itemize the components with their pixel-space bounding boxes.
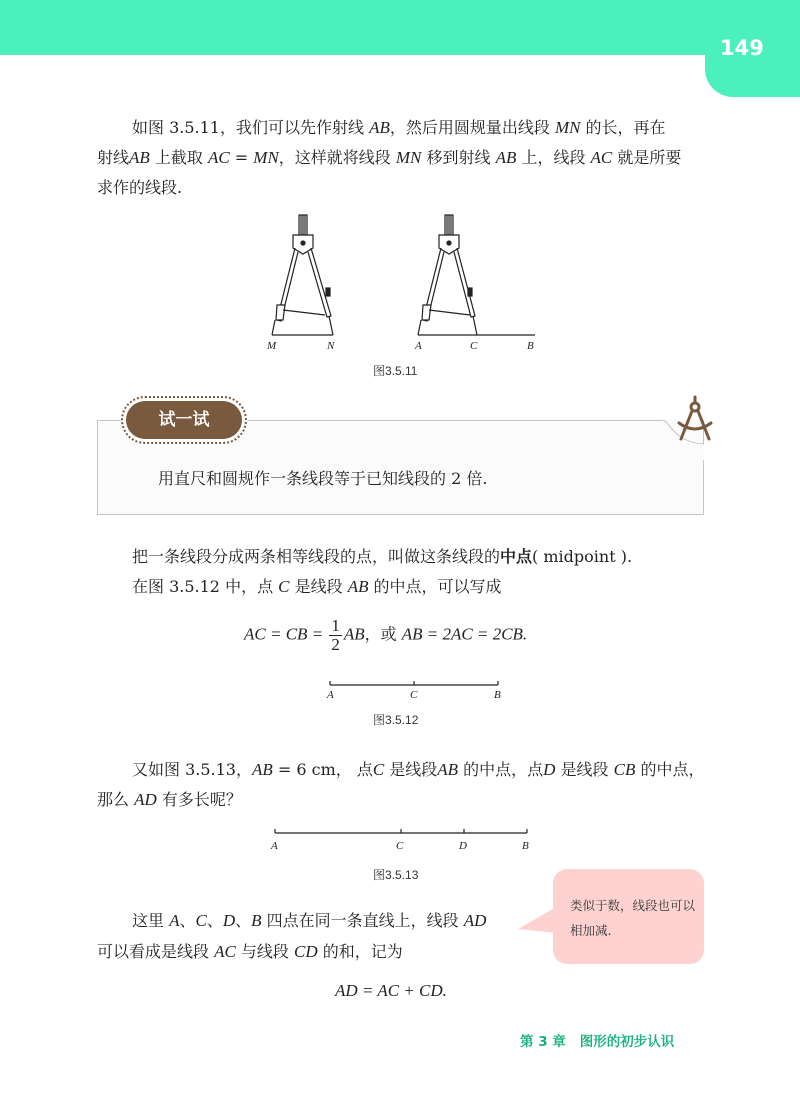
var: C bbox=[278, 577, 290, 596]
formula-part: AB = 2AC = 2CB. bbox=[401, 624, 528, 644]
var: MN bbox=[554, 118, 581, 137]
note-bubble-tail bbox=[516, 905, 558, 935]
text: 移到射线 bbox=[421, 148, 496, 167]
label-c: C bbox=[410, 689, 418, 701]
para4-line2 bbox=[97, 937, 403, 966]
var: B bbox=[251, 911, 262, 930]
var: AB bbox=[129, 148, 150, 167]
text: 、 bbox=[235, 911, 252, 930]
header-band bbox=[0, 0, 800, 55]
para2-line1 bbox=[132, 542, 632, 571]
text: 上截取 bbox=[149, 148, 208, 167]
text: 的中点， bbox=[635, 760, 705, 779]
label-d: D bbox=[459, 840, 467, 852]
text: 是线段 bbox=[384, 760, 438, 779]
para1-line3: 求作的线段. bbox=[97, 178, 183, 197]
var: D bbox=[543, 760, 556, 779]
var: C bbox=[195, 911, 207, 930]
try-it-border bbox=[247, 420, 662, 421]
var: AC bbox=[207, 148, 230, 167]
text: 上，线段 bbox=[516, 148, 591, 167]
para1-line2 bbox=[97, 143, 681, 172]
para2-line2 bbox=[132, 572, 502, 601]
text: ，然后用圆规量出线段 bbox=[389, 118, 555, 137]
text: 这里 bbox=[132, 911, 170, 930]
text: 、 bbox=[179, 911, 196, 930]
text: 是线段 bbox=[555, 760, 614, 779]
text: 如图 3.5.11，我们可以先作射线 bbox=[132, 118, 370, 137]
term-midpoint: 中点 bbox=[500, 547, 533, 566]
label-a: A bbox=[327, 689, 334, 701]
text: 是线段 bbox=[289, 577, 348, 596]
para4-line1 bbox=[132, 906, 486, 935]
try-it-title: 试一试 bbox=[126, 401, 242, 439]
var: C bbox=[372, 760, 385, 779]
text: 在图 3.5.12 中，点 bbox=[132, 577, 279, 596]
text: 与线段 bbox=[235, 942, 295, 961]
var: D bbox=[222, 911, 236, 930]
var: CD bbox=[294, 942, 318, 961]
label-n: N bbox=[327, 340, 335, 352]
compass-left-icon bbox=[272, 215, 333, 335]
text: 的中点，可以写成 bbox=[368, 577, 502, 596]
denominator: 2 bbox=[331, 635, 340, 654]
text: ，这样就将线段 bbox=[278, 148, 396, 167]
figure-caption: 图3.5.12 bbox=[373, 713, 419, 727]
compass-right-icon bbox=[418, 215, 477, 335]
figure-3-5-11 bbox=[255, 210, 555, 355]
var: AB bbox=[495, 148, 517, 167]
var: CB bbox=[613, 760, 636, 779]
text: 四点在同一条直线上，线段 bbox=[261, 911, 464, 930]
var: MN bbox=[253, 148, 279, 167]
label-b: B bbox=[494, 689, 501, 701]
var: AB bbox=[251, 760, 273, 779]
chapter-footer bbox=[520, 1030, 674, 1050]
text: 又如图 3.5.13， bbox=[132, 760, 252, 779]
para3-line1 bbox=[132, 755, 704, 784]
compass-icon bbox=[675, 393, 715, 445]
numerator: 1 bbox=[331, 616, 340, 635]
page-number: 149 bbox=[720, 36, 764, 60]
label-c: C bbox=[470, 340, 478, 352]
text: 那么 bbox=[97, 790, 135, 809]
para3-line2 bbox=[97, 785, 242, 814]
figure-caption: 图3.5.11 bbox=[373, 364, 418, 378]
label-c: C bbox=[396, 840, 404, 852]
text: 射线 bbox=[97, 148, 130, 167]
label-b: B bbox=[522, 840, 529, 852]
text: 的和，记为 bbox=[317, 942, 403, 961]
var: AC bbox=[214, 942, 236, 961]
var: AB bbox=[369, 118, 390, 137]
figure-caption: 图3.5.13 bbox=[373, 868, 419, 882]
formula-part: AB bbox=[343, 624, 365, 644]
formula-part: AC = CB = bbox=[244, 624, 328, 644]
text: ( midpoint ). bbox=[532, 547, 633, 566]
label-m: M bbox=[267, 340, 277, 352]
formula-sep: ，或 bbox=[364, 624, 402, 644]
text: 把一条线段分成两条相等线段的点，叫做这条线段的 bbox=[132, 547, 501, 566]
para1-line1 bbox=[132, 113, 666, 142]
text: = 6 cm， 点 bbox=[272, 760, 373, 779]
formula-midpoint bbox=[244, 617, 527, 654]
var: AB bbox=[347, 577, 369, 596]
text: 有多长呢？ bbox=[156, 790, 242, 809]
fraction bbox=[329, 617, 342, 654]
var: A bbox=[169, 911, 180, 930]
label-a: A bbox=[271, 840, 278, 852]
var: AD bbox=[134, 790, 157, 809]
formula-sum: AD = AC + CD. bbox=[335, 981, 447, 1000]
text: 可以看成是线段 bbox=[97, 942, 215, 961]
figure-3-5-12 bbox=[320, 676, 510, 704]
chapter-title: 图形的初步认识 bbox=[579, 1034, 675, 1050]
text: = bbox=[229, 148, 254, 167]
label-b: B bbox=[527, 340, 534, 352]
text: 的长，再在 bbox=[580, 118, 666, 137]
var: AD bbox=[463, 911, 487, 930]
text: 、 bbox=[206, 911, 223, 930]
var: AB bbox=[437, 760, 459, 779]
label-a: A bbox=[415, 340, 422, 352]
try-it-text: 用直尺和圆规作一条线段等于已知线段的 2 倍. bbox=[158, 469, 488, 488]
text: 的中点，点 bbox=[458, 760, 544, 779]
chapter-number: 第 3 章 bbox=[520, 1034, 566, 1050]
figure-3-5-13 bbox=[265, 824, 540, 854]
text: 就是所要 bbox=[612, 148, 682, 167]
var: MN bbox=[395, 148, 422, 167]
var: AC bbox=[590, 148, 613, 167]
note-text: 类似于数，线段也可以相加减. bbox=[570, 898, 696, 938]
